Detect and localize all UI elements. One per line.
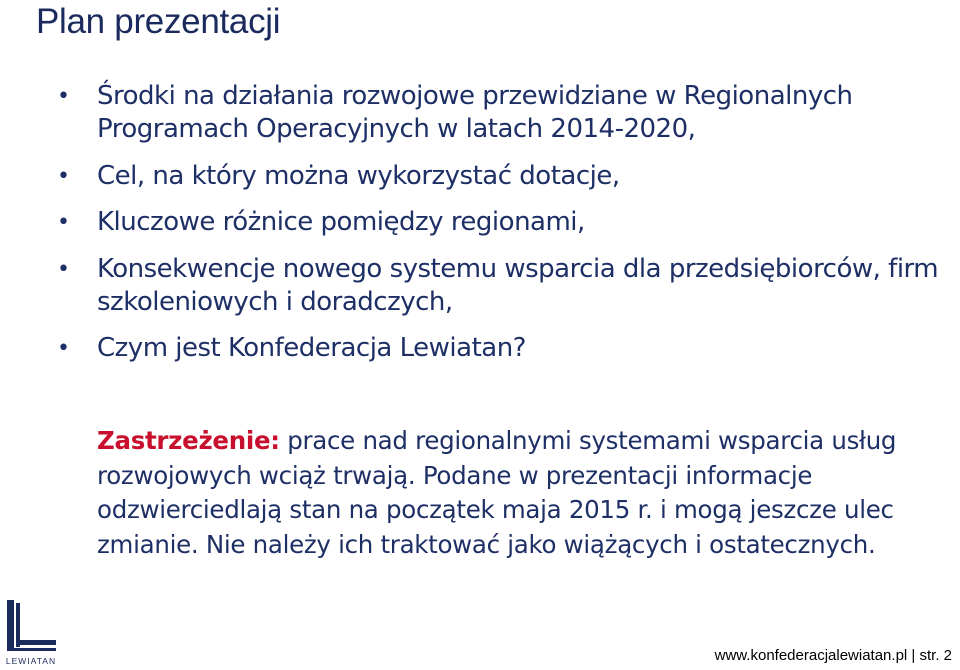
agenda-list [0, 80, 960, 379]
logo-wordmark: LEWIATAN [5, 656, 57, 666]
agenda-item-text: Cel, na który można wykorzystać dotacje, [97, 160, 620, 191]
agenda-item [0, 160, 960, 193]
disclaimer-text: prace nad regionalnymi systemami wsparcia usług rozwojowych wciąż trwają. Podane w prezentacji informacje odzwierciedlają stan na początek maja 2015 r. i mogą jeszcze ulec zmianie. Nie należy ich traktować jako wiążących i ostatecznych. [97, 426, 897, 559]
bullet-icon: • [57, 210, 70, 235]
footer [715, 647, 952, 664]
agenda-item [0, 206, 960, 239]
agenda-item-text: Czym jest Konfederacja Lewiatan? [97, 333, 526, 363]
agenda-item-text: Kluczowe różnice pomiędzy regionami, [97, 207, 585, 237]
lewiatan-logo [4, 597, 58, 667]
bullet-icon: • [57, 256, 70, 282]
footer-page-number: str. 2 [919, 647, 952, 664]
disclaimer-paragraph [97, 424, 942, 562]
agenda-item [0, 332, 960, 365]
agenda-item [0, 253, 960, 319]
footer-website[interactable]: www.konfederacjalewiatan.pl [714, 647, 908, 664]
bullet-icon: • [57, 84, 70, 109]
bullet-icon: • [57, 336, 70, 361]
agenda-item-text: Środki na działania rozwojowe przewidziane w Regionalnych Programach Operacyjnych w latach 2014-2020, [97, 81, 853, 144]
agenda-item [0, 80, 960, 146]
disclaimer-label: Zastrzeżenie: [97, 426, 280, 455]
bullet-icon: • [57, 163, 70, 189]
page-title: Plan prezentacji [36, 2, 281, 41]
agenda-item-text: Konsekwencje nowego systemu wsparcia dla przedsiębiorców, firm szkoleniowych i doradczych, [97, 253, 939, 317]
footer-separator: | [907, 647, 920, 664]
